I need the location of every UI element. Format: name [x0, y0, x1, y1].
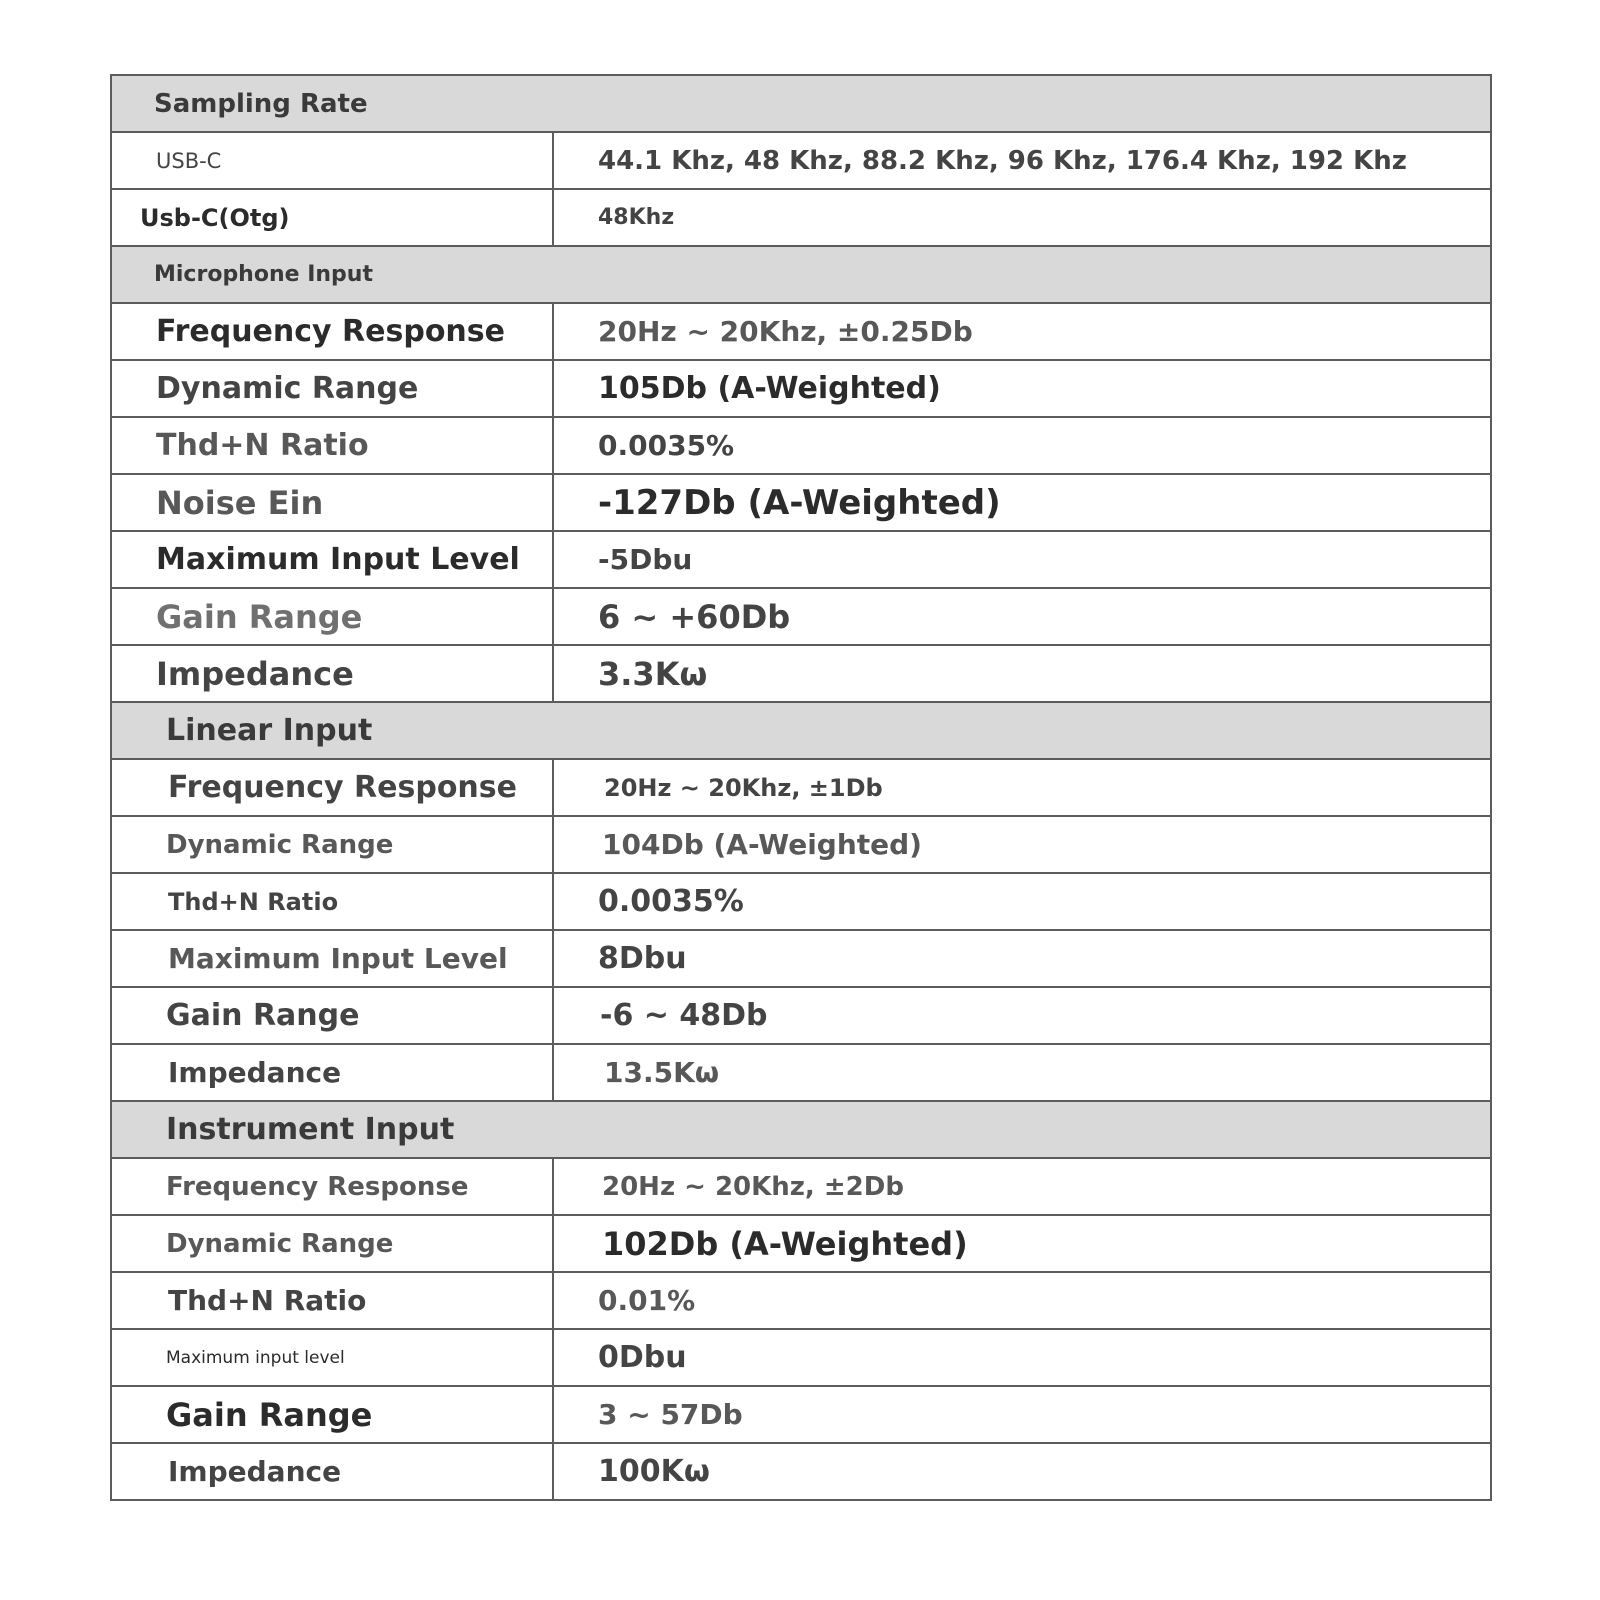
spec-label: Impedance: [111, 1044, 553, 1101]
spec-label: Maximum Input Level: [111, 531, 553, 588]
spec-value: 8Dbu: [553, 930, 1491, 987]
spec-value: -6 ~ 48Db: [553, 987, 1491, 1044]
spec-label: Thd+N Ratio: [111, 1272, 553, 1329]
spec-label: USB-C: [111, 132, 553, 189]
spec-label: Dynamic Range: [111, 816, 553, 873]
table-row: [111, 474, 1491, 531]
spec-value: 100Kω: [553, 1443, 1491, 1500]
table-row: [111, 816, 1491, 873]
spec-value: 104Db (A-Weighted): [553, 816, 1491, 873]
spec-value: -127Db (A-Weighted): [553, 474, 1491, 531]
spec-value: 20Hz ~ 20Khz, ±1Db: [553, 759, 1491, 816]
spec-value: 3 ~ 57Db: [553, 1386, 1491, 1443]
spec-label: Thd+N Ratio: [111, 873, 553, 930]
table-row: [111, 1443, 1491, 1500]
spec-label: Maximum Input Level: [111, 930, 553, 987]
spec-value: 20Hz ~ 20Khz, ±0.25Db: [553, 303, 1491, 360]
table-row: [111, 987, 1491, 1044]
spec-label: Maximum input level: [111, 1329, 553, 1386]
spec-label: Dynamic Range: [111, 1215, 553, 1272]
spec-value: 0.0035%: [553, 417, 1491, 474]
section-header-microphone-input: [111, 246, 1491, 303]
spec-value: 105Db (A-Weighted): [553, 360, 1491, 417]
section-header-sampling-rate: [111, 75, 1491, 132]
table-row: [111, 930, 1491, 987]
spec-value: -5Dbu: [553, 531, 1491, 588]
spec-value: 20Hz ~ 20Khz, ±2Db: [553, 1158, 1491, 1215]
table-row: [111, 132, 1491, 189]
spec-value: 13.5Kω: [553, 1044, 1491, 1101]
spec-label: Dynamic Range: [111, 360, 553, 417]
spec-table: [110, 74, 1492, 1501]
spec-label: Impedance: [111, 1443, 553, 1500]
spec-value: 0.01%: [553, 1272, 1491, 1329]
spec-label: Frequency Response: [111, 303, 553, 360]
spec-value: 102Db (A-Weighted): [553, 1215, 1491, 1272]
table-row: [111, 1215, 1491, 1272]
spec-label: Impedance: [111, 645, 553, 702]
section-header-linear-input: [111, 702, 1491, 759]
table-row: [111, 1158, 1491, 1215]
spec-value: 0Dbu: [553, 1329, 1491, 1386]
spec-label: Gain Range: [111, 588, 553, 645]
table-row: [111, 303, 1491, 360]
table-row: [111, 1386, 1491, 1443]
section-title: Instrument Input: [111, 1101, 1491, 1158]
spec-value: 3.3Kω: [553, 645, 1491, 702]
spec-value: 6 ~ +60Db: [553, 588, 1491, 645]
spec-label: Thd+N Ratio: [111, 417, 553, 474]
table-row: [111, 360, 1491, 417]
table-row: [111, 531, 1491, 588]
spec-value: 0.0035%: [553, 873, 1491, 930]
table-row: [111, 1329, 1491, 1386]
section-title: Sampling Rate: [111, 75, 1491, 132]
spec-label: Frequency Response: [111, 759, 553, 816]
table-row: [111, 588, 1491, 645]
table-row: [111, 759, 1491, 816]
table-row: [111, 645, 1491, 702]
section-header-instrument-input: [111, 1101, 1491, 1158]
spec-label: Usb-C(Otg): [111, 189, 553, 246]
table-row: [111, 1044, 1491, 1101]
spec-label: Gain Range: [111, 1386, 553, 1443]
section-title: Linear Input: [111, 702, 1491, 759]
spec-label: Noise Ein: [111, 474, 553, 531]
table-row: [111, 189, 1491, 246]
table-row: [111, 1272, 1491, 1329]
spec-label: Gain Range: [111, 987, 553, 1044]
table-row: [111, 873, 1491, 930]
table-row: [111, 417, 1491, 474]
spec-label: Frequency Response: [111, 1158, 553, 1215]
spec-value: 48Khz: [553, 189, 1491, 246]
spec-value: 44.1 Khz, 48 Khz, 88.2 Khz, 96 Khz, 176.4 Khz, 192 Khz: [553, 132, 1491, 189]
section-title: Microphone Input: [111, 246, 1491, 303]
